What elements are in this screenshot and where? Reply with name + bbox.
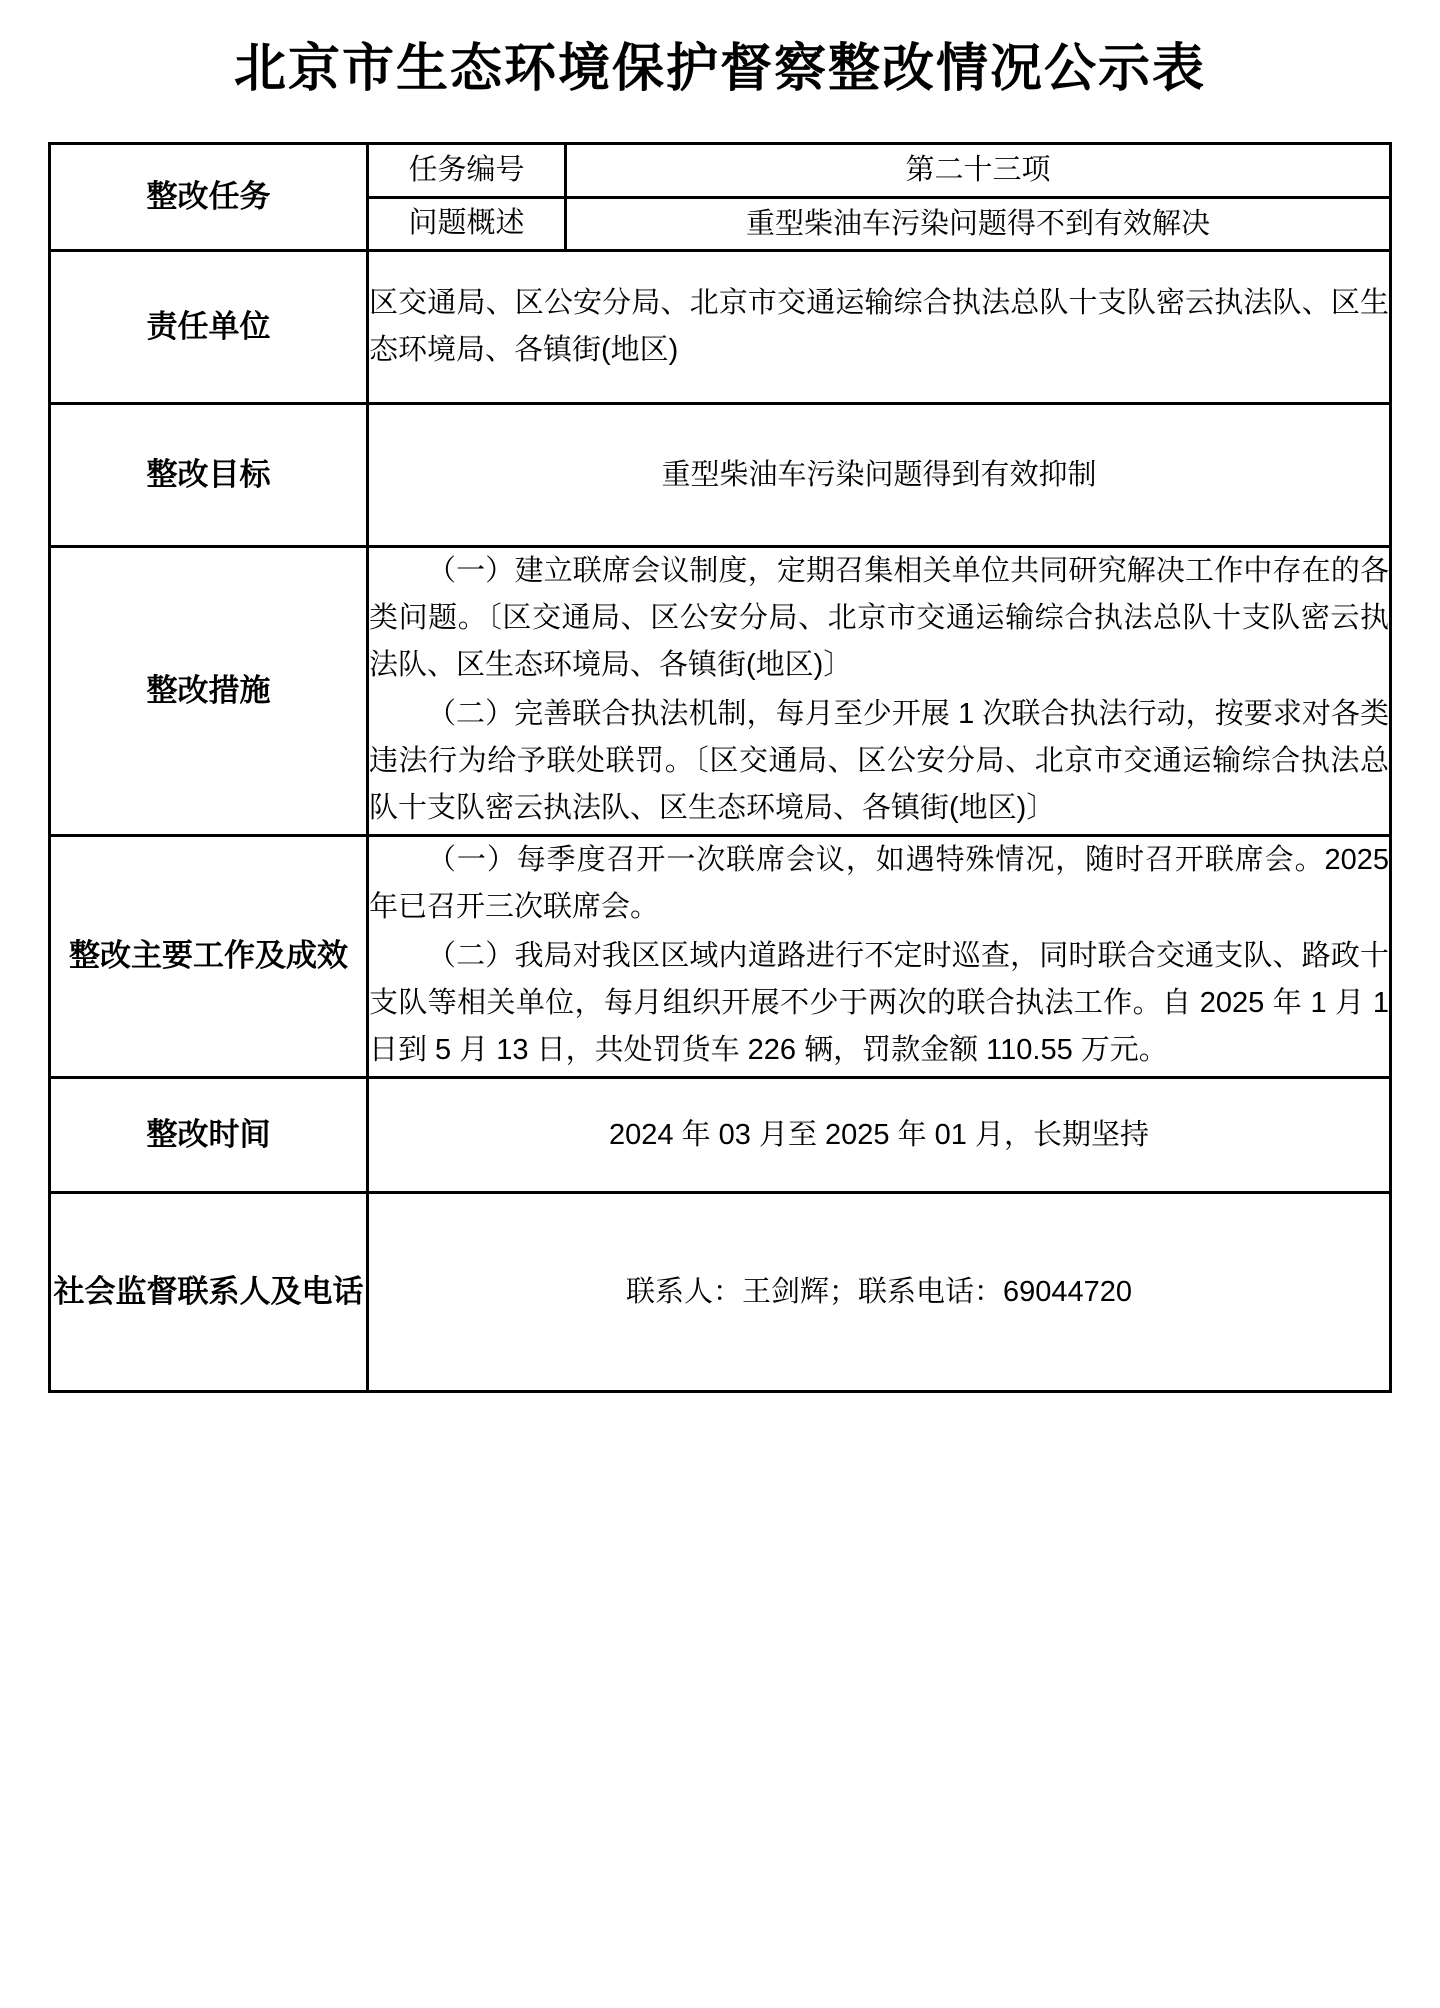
table-row-responsible-unit xyxy=(50,251,1391,404)
row-label-responsible-unit: 责任单位 xyxy=(50,251,368,404)
measures-paragraph-1: （一）建立联席会议制度，定期召集相关单位共同研究解决工作中存在的各类问题。〔区交通局、区公安分局、北京市交通运输综合执法总队十支队密云执法队、区生态环境局、各镇街(地区)〕 xyxy=(369,555,1389,682)
row-label-contact: 社会监督联系人及电话 xyxy=(50,1193,368,1392)
work-paragraph-2: （二）我局对我区区域内道路进行不定时巡查，同时联合交通支队、路政十支队等相关单位，每月组织开展不少于两次的联合执法工作。自 2025 年 1 月 1 日到 5 月 13 日，共处罚货车 226 辆，罚款金额 110.55 万元。 xyxy=(369,940,1389,1067)
measures-paragraph-2: （二）完善联合执法机制，每月至少开展 1 次联合执法行动，按要求对各类违法行为给予联处联罚。〔区交通局、区公安分局、北京市交通运输综合执法总队十支队密云执法队、区生态环境局、各镇街(地区)〕 xyxy=(369,698,1389,825)
row-label-work-and-results: 整改主要工作及成效 xyxy=(50,836,368,1078)
sub-label-task-number: 任务编号 xyxy=(368,144,566,198)
table-row-goal xyxy=(50,404,1391,547)
value-measures xyxy=(368,547,1391,836)
value-task-number: 第二十三项 xyxy=(566,144,1391,198)
value-goal: 重型柴油车污染问题得到有效抑制 xyxy=(368,404,1391,547)
row-label-task: 整改任务 xyxy=(50,144,368,251)
value-time: 2024 年 03 月至 2025 年 01 月，长期坚持 xyxy=(368,1078,1391,1193)
row-label-measures: 整改措施 xyxy=(50,547,368,836)
rectification-disclosure-table xyxy=(48,142,1392,1393)
work-paragraph-1: （一）每季度召开一次联席会议，如遇特殊情况，随时召开联席会。2025 年已召开三次联席会。 xyxy=(369,844,1389,924)
value-contact: 联系人：王剑辉；联系电话：69044720 xyxy=(368,1193,1391,1392)
value-responsible-unit: 区交通局、区公安分局、北京市交通运输综合执法总队十支队密云执法队、区生态环境局、各镇街(地区) xyxy=(368,251,1391,404)
value-problem-summary: 重型柴油车污染问题得不到有效解决 xyxy=(566,197,1391,251)
sub-label-problem-summary: 问题概述 xyxy=(368,197,566,251)
table-row-measures xyxy=(50,547,1391,836)
row-label-time: 整改时间 xyxy=(50,1078,368,1193)
table-row-task-number xyxy=(50,144,1391,198)
row-label-goal: 整改目标 xyxy=(50,404,368,547)
page-title: 北京市生态环境保护督察整改情况公示表 xyxy=(233,40,1206,98)
value-work-and-results xyxy=(368,836,1391,1078)
table-row-time xyxy=(50,1078,1391,1193)
table-row-contact xyxy=(50,1193,1391,1392)
table-row-work-and-results xyxy=(50,836,1391,1078)
